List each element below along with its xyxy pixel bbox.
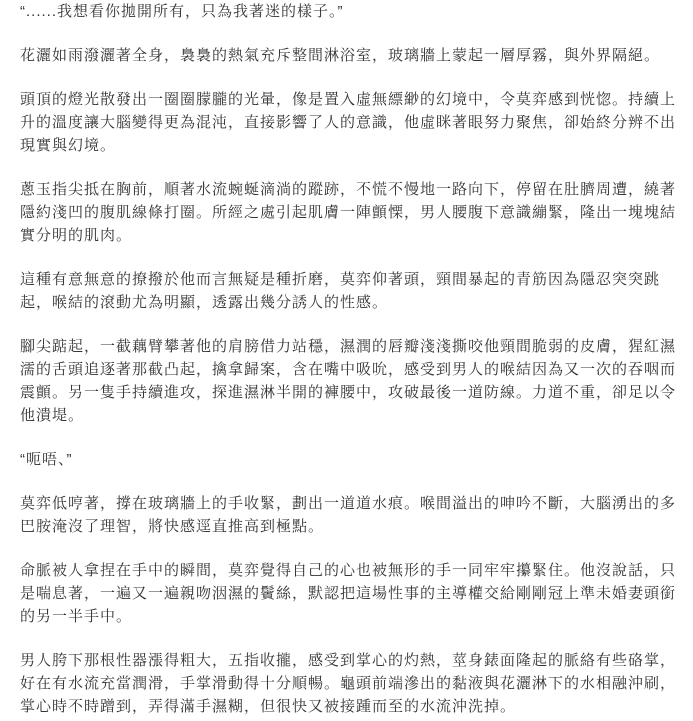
paragraph: 命脈被人拿捏在手中的瞬間，莫弈覺得自己的心也被無形的手一同牢牢攥緊住。他沒說話，只是喘息著，一遍又一遍親吻洇濕的鬢絲，默認把這場性事的主導權交給剛剛冠上準未婚妻頭銜的另一半手中。	[20, 562, 677, 625]
paragraph: 花灑如雨潑灑著全身，裊裊的熱氣充斥整間淋浴室，玻璃牆上蒙起一層厚霧，與外界隔絕。	[20, 47, 661, 64]
paragraph: 蔥玉指尖抵在胸前，順著水流蜿蜒滴淌的蹤跡，不慌不慢地一路向下，停留在肚臍周遭，繞著隱約淺凹的腹肌線條打圈。所經之處引起肌膚一陣顫慄，男人腰腹下意識繃緊，隆出一塊塊結實分明的肌肉。	[20, 181, 677, 244]
paragraph: 這種有意無意的撩撥於他而言無疑是種折磨，莫弈仰著頭，頸間暴起的青筋因為隱忍突突跳起，喉結的滾動尤為明顯，透露出幾分誘人的性感。	[20, 271, 661, 311]
article-body	[20, 0, 680, 718]
paragraph-dialogue: “呃唔、”	[20, 451, 73, 468]
paragraph: 男人胯下那根性器漲得粗大，五指收攏，感受到掌心的灼熱，莖身錶面隆起的脈絡有些硌掌，好在有水流充當潤滑，手掌滑動得十分順暢。龜頭前端滲出的黏液與花灑淋下的水相融沖刷，掌心時不時蹭到，弄得滿手濕糊，但很快又被接踵而至的水流沖洗掉。	[20, 652, 677, 715]
paragraph: 頭頂的燈光散發出一圈圈朦朧的光暈，像是置入虛無縹緲的幻境中，令莫弈感到恍惚。持續上升的溫度讓大腦變得更為混沌，直接影響了人的意識，他虛眯著眼努力聚焦，卻始終分辨不出現實與幻境。	[20, 91, 677, 154]
paragraph: 腳尖踮起，一截藕臂攀著他的肩膀借力站穩，濕潤的唇瓣淺淺撕咬他頸間脆弱的皮膚，猩紅濕濡的舌頭追逐著那截凸起，擒拿歸案，含在嘴中吸吮，感受到男人的喉結因為又一次的吞咽而震顫。另一隻手持續進攻，探進濕淋半開的褲腰中，攻破最後一道防線。力道不重，卻足以令他潰堤。	[20, 338, 677, 424]
paragraph-dialogue-opening: “......我想看你拋開所有，只為我著迷的樣子。”	[20, 3, 344, 20]
paragraph: 莫弈低哼著，撐在玻璃牆上的手收緊，劃出一道道水痕。喉間溢出的呻吟不斷，大腦湧出的多巴胺淹沒了理智，將快感逕直推高到極點。	[20, 495, 677, 535]
